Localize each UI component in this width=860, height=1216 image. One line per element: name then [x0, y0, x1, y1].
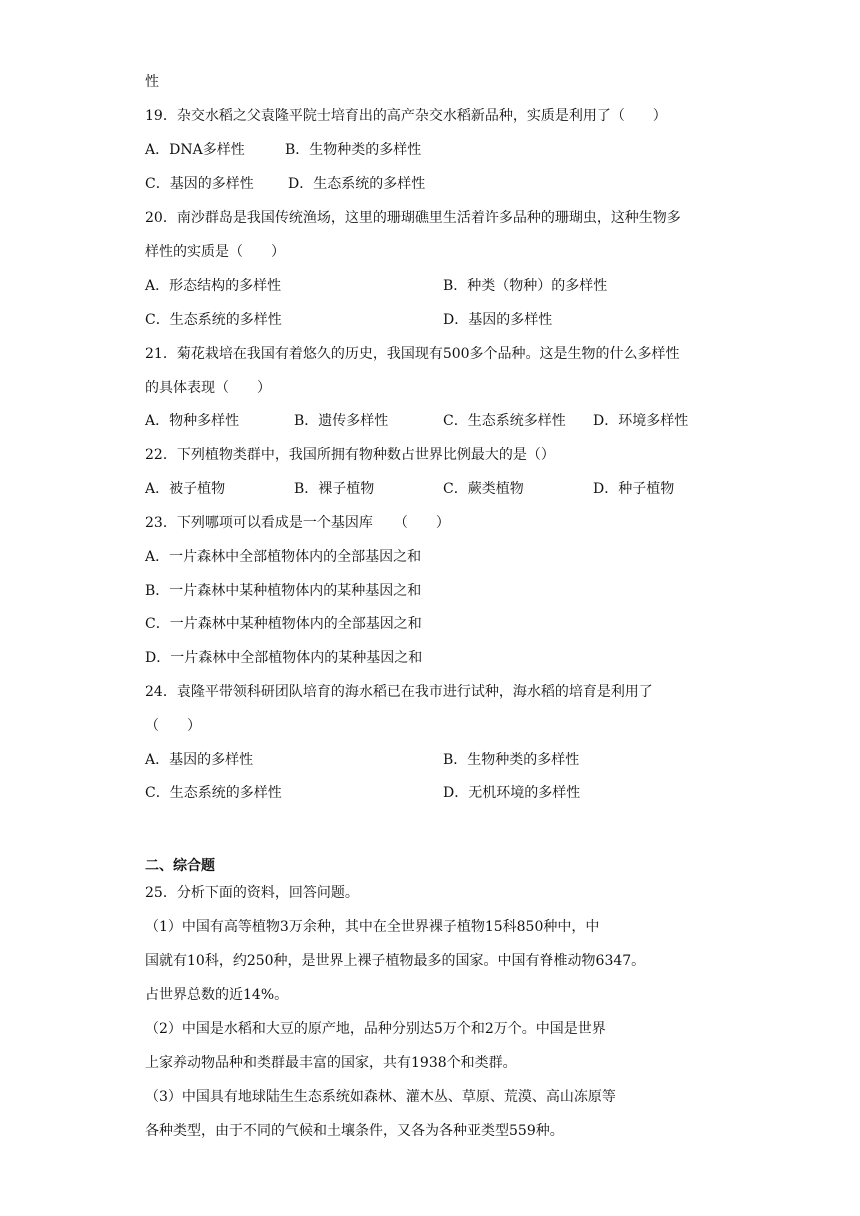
question-19-option-b: B．生物种类的多样性	[285, 142, 422, 158]
question-23-stem: 23．下列哪项可以看成是一个基因库 （ ）	[145, 515, 450, 531]
question-24-option-c: C．生态系统的多样性	[145, 785, 282, 801]
question-21-option-b: B．遗传多样性	[294, 413, 389, 429]
material-paragraph-3-line-1: （3）中国具有地球陆生生态系统如森林、灌木丛、草原、荒漠、高山冻原等	[145, 1089, 616, 1105]
question-19-option-c: C．基因的多样性	[145, 176, 254, 192]
material-paragraph-1-line-2: 国就有10科，约250种，是世界上裸子植物最多的国家。中国有脊椎动物6347。	[145, 953, 646, 969]
material-paragraph-2-line-1: （2）中国是水稻和大豆的原产地，品种分别达5万个和2万个。中国是世界	[145, 1021, 606, 1037]
material-paragraph-3-line-2: 各种类型，由于不同的气候和土壤条件，又各为各种亚类型559种。	[145, 1123, 564, 1139]
question-23-option-a: A．一片森林中全部植物体内的全部基因之和	[145, 549, 422, 565]
question-19-stem: 19．杂交水稻之父袁隆平院士培育出的高产杂交水稻新品种，实质是利用了（ ）	[145, 108, 667, 124]
question-22-option-d: D．种子植物	[593, 481, 675, 497]
material-paragraph-1-line-1: （1）中国有高等植物3万余种，其中在全世界裸子植物15科850种中，中	[145, 919, 600, 935]
continuation-text: 性	[145, 74, 159, 90]
question-21-option-c: C．生态系统多样性	[443, 413, 566, 429]
question-20-stem-line-2: 样性的实质是（ ）	[145, 244, 285, 260]
question-22-option-c: C．蕨类植物	[443, 481, 524, 497]
question-24-stem-line-2: （ ）	[145, 718, 201, 734]
question-20-option-a: A．形态结构的多样性	[145, 278, 282, 294]
question-20-option-d: D．基因的多样性	[443, 312, 553, 328]
section-heading: 二、综合题	[145, 858, 215, 874]
material-paragraph-1-line-3: 占世界总数的近14%。	[145, 987, 289, 1003]
question-21-option-a: A．物种多样性	[145, 413, 240, 429]
question-19-option-a: A．DNA多样性	[145, 142, 245, 158]
question-22-option-a: A．被子植物	[145, 481, 226, 497]
question-25-stem: 25．分析下面的资料，回答问题。	[145, 885, 359, 901]
question-21-stem-line-1: 21．菊花栽培在我国有着悠久的历史，我国现有500多个品种。这是生物的什么多样性	[145, 346, 680, 362]
question-21-stem-line-2: 的具体表现（ ）	[145, 380, 271, 396]
question-23-option-b: B．一片森林中某种植物体内的某种基因之和	[145, 583, 422, 599]
question-23-option-c: C．一片森林中某种植物体内的全部基因之和	[145, 616, 422, 632]
question-24-option-d: D．无机环境的多样性	[443, 785, 581, 801]
question-22-stem: 22．下列植物类群中，我国所拥有物种数占世界比例最大的是（）	[145, 447, 555, 463]
question-24-option-a: A．基因的多样性	[145, 752, 254, 768]
question-24-option-b: B．生物种类的多样性	[443, 752, 580, 768]
question-20-option-b: B．种类（物种）的多样性	[443, 278, 608, 294]
question-19-option-d: D．生态系统的多样性	[288, 176, 426, 192]
question-23-option-d: D．一片森林中全部植物体内的某种基因之和	[145, 650, 423, 666]
question-24-stem-line-1: 24．袁隆平带领科研团队培育的海水稻已在我市进行试种，海水稻的培育是利用了	[145, 684, 653, 700]
question-20-option-c: C．生态系统的多样性	[145, 312, 282, 328]
question-20-stem-line-1: 20．南沙群岛是我国传统渔场，这里的珊瑚礁里生活着许多品种的珊瑚虫，这种生物多	[145, 210, 681, 226]
question-21-option-d: D．环境多样性	[593, 413, 689, 429]
question-22-option-b: B．裸子植物	[294, 481, 375, 497]
material-paragraph-2-line-2: 上家养动物品种和类群最丰富的国家，共有1938个和类群。	[145, 1055, 517, 1071]
